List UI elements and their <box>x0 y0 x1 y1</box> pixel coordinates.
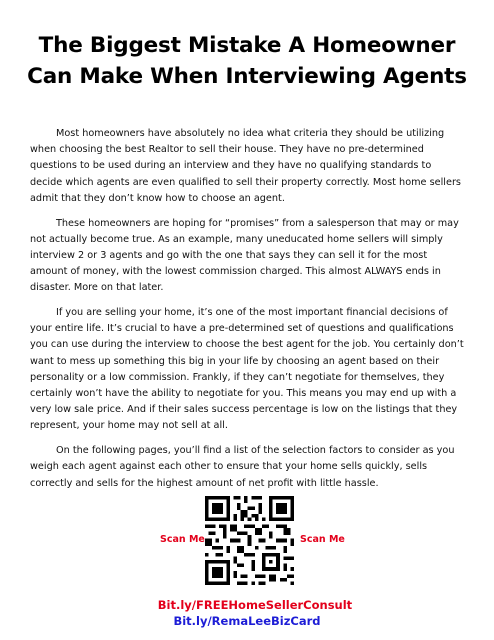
business-card-link[interactable]: Bit.ly/RemaLeeBizCard <box>173 614 321 628</box>
page-title <box>0 30 494 92</box>
free-home-seller-consult-link[interactable]: Bit.ly/FREEHomeSellerConsult <box>157 598 353 612</box>
scan-me-label-right: Scan Me <box>300 534 345 545</box>
paragraph-1: Most homeowners have absolutely no idea what criteria they should be utilizing when choosing the best Realtor to sell their house. They have no pre-determined questions to be used during an interview and they have no qualifying standards to decide which agents are even qualified to sell their property correctly. Most home sellers admit that they don’t know how to choose an agent. <box>30 128 461 204</box>
article-body <box>30 126 464 500</box>
scan-me-label-left: Scan Me <box>160 534 205 545</box>
paragraph-4: On the following pages, you’ll find a list of the selection factors to consider as you weigh each agent against each other to ensure that your home sells quickly, sells correctly and sells for the highest amount of net profit with little hassle. <box>30 445 455 489</box>
paragraph-2: These homeowners are hoping for “promises” from a salesperson that may or may not actually become true. As an example, many uneducated home sellers will simply interview 2 or 3 agents and go with the one that says they can sell it for the most amount of money, with the lowest commission charged. This almost ALWAYS ends in disaster. More on that later. <box>30 217 459 294</box>
title-line-1: The Biggest Mistake A Homeowner <box>38 33 456 58</box>
paragraph-3: If you are selling your home, it’s one of the most important financial decisions of your entire life. It’s crucial to have a pre-determined set of questions and qualifications you can use during the interview to choose the best agent for the job. You certainly don’t want to mess up something this big in your life by choosing an agent based on their personality or a low commission. Frankly, if they can’t negotiate for themselves, they certainly won’t have the ability to negotiate for you. This means you may end up with a very low sale price. And if their sales success percentage is low on the listings that they represent, your home may not sell at all. <box>30 307 464 432</box>
qr-code-icon[interactable] <box>205 496 294 585</box>
title-line-2: Can Make When Interviewing Agents <box>27 64 467 89</box>
